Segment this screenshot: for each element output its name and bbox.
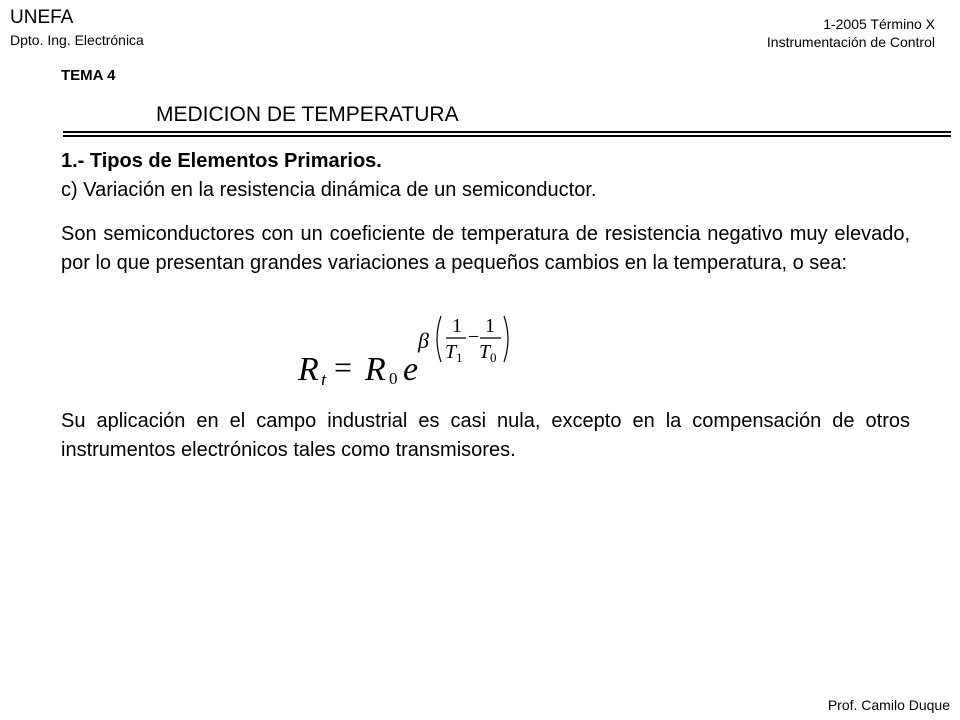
body-paragraph-2: Su aplicación en el campo industrial es casi nula, excepto en la compensación de otros instrumentos electrónicos tales como transmisores. <box>61 410 910 461</box>
author-credit: Prof. Camilo Duque <box>827 697 950 713</box>
formula-rhs-symbol: R <box>365 351 386 385</box>
thermistor-formula <box>290 310 530 385</box>
body-paragraph-1: Son semiconductores con un coeficiente de temperatura de resistencia negativo muy elevado, por lo que presentan grandes variaciones a pequeños cambios en la temperatura, o sea: <box>61 223 910 274</box>
formula-rhs-subscript: 0 <box>389 369 398 385</box>
formula-numerator-2: 1 <box>485 315 495 337</box>
page-title: MEDICION DE TEMPERATURA <box>156 103 459 126</box>
course-name: Instrumentación de Control <box>766 34 935 50</box>
formula-minus: − <box>468 326 480 348</box>
formula-denominator-1-symbol: T <box>445 341 457 363</box>
title-divider-bottom <box>63 135 951 137</box>
subsection-heading: c) Variación en la resistencia dinámica de un semiconductor. <box>61 179 597 201</box>
section-heading: 1.- Tipos de Elementos Primarios. <box>61 150 382 172</box>
formula-equals: = <box>334 349 353 385</box>
term-label: 1-2005 Término X <box>823 16 935 32</box>
formula-denominator-2-subscript: 0 <box>490 350 497 365</box>
formula-denominator-2-symbol: T <box>479 341 491 363</box>
topic-number: TEMA 4 <box>61 67 116 84</box>
department-name: Dpto. Ing. Electrónica <box>10 32 144 48</box>
formula-lhs-subscript: t <box>321 370 327 385</box>
formula-left-paren <box>437 316 441 362</box>
formula-denominator-1-subscript: 1 <box>456 350 463 365</box>
title-divider-top <box>63 131 951 133</box>
formula-right-paren <box>504 316 508 362</box>
formula-exponent-coefficient: β <box>418 328 429 353</box>
formula-lhs-symbol: R <box>298 351 319 385</box>
formula-base: e <box>403 351 419 385</box>
institution-name: UNEFA <box>10 7 74 28</box>
formula-numerator-1: 1 <box>452 315 462 337</box>
